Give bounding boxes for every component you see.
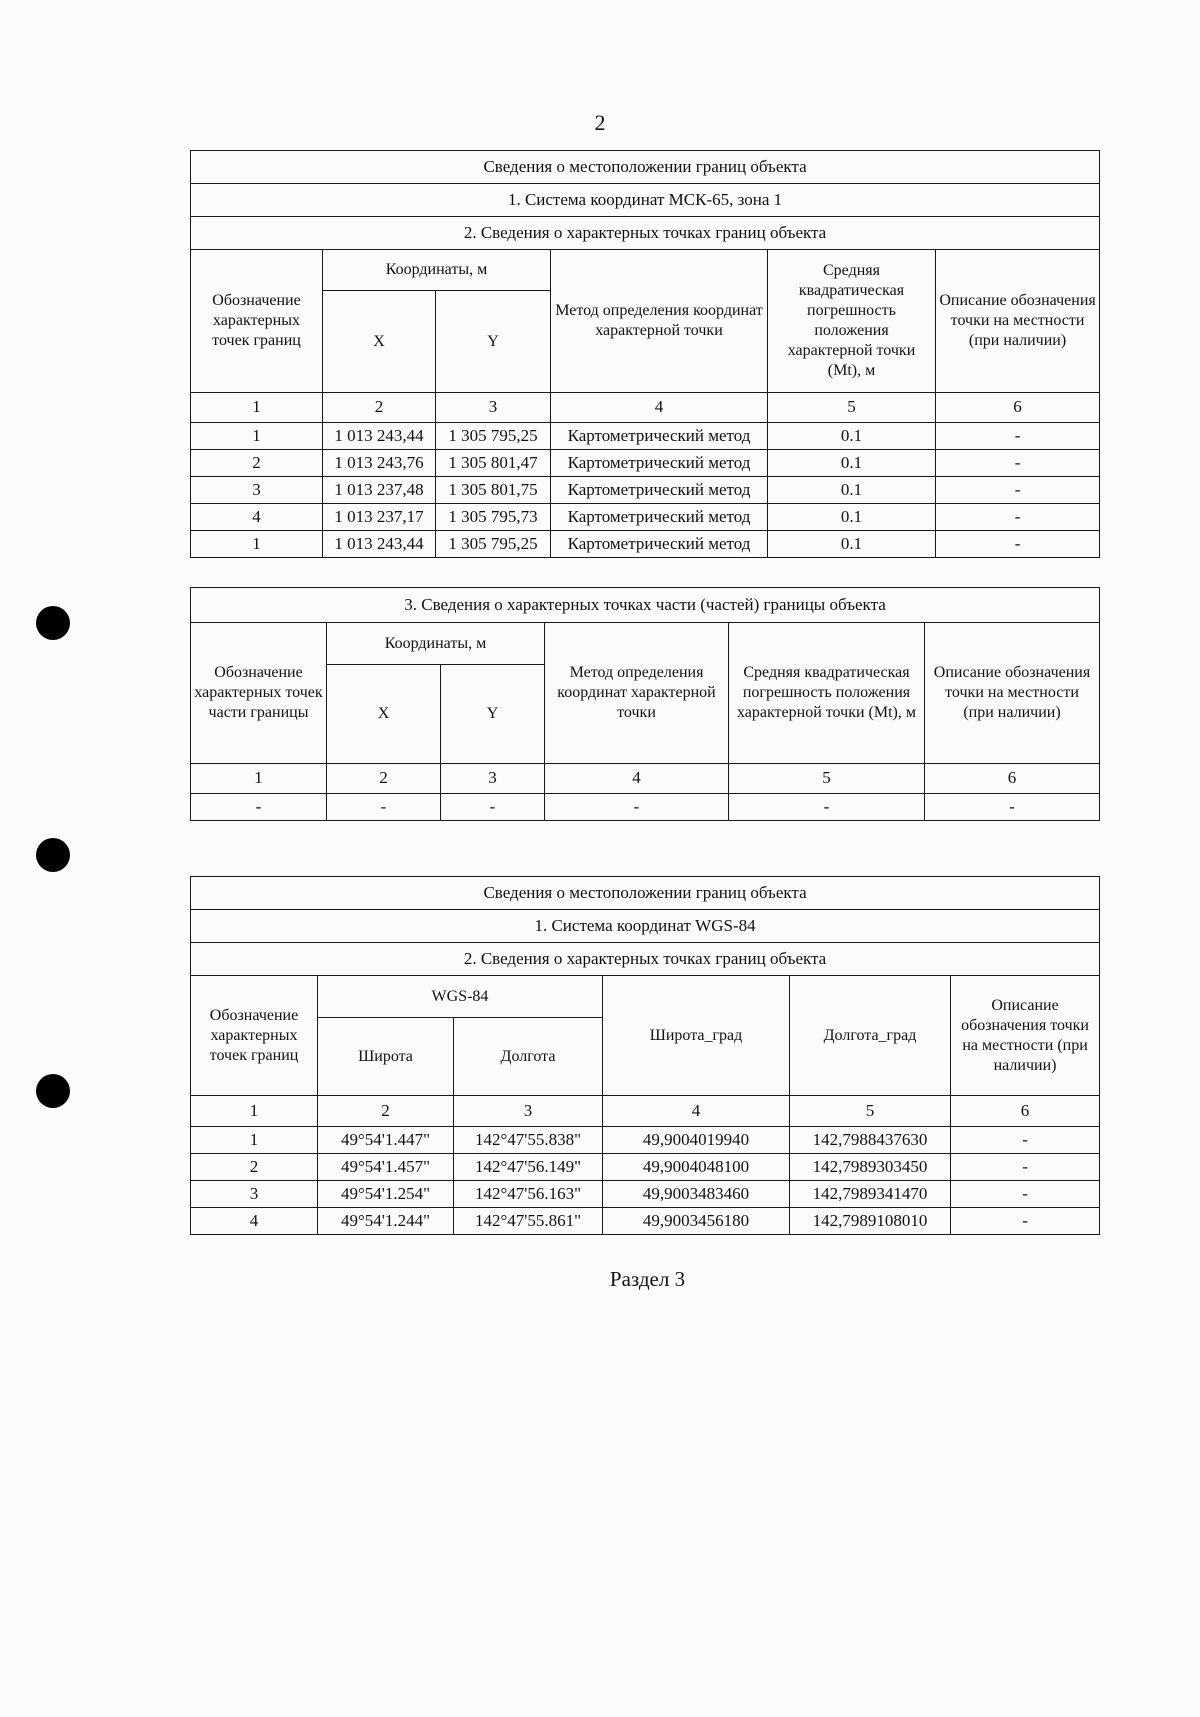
column-number: 4 [603,1096,790,1127]
point-number: 2 [191,1154,318,1181]
coord-y: - [441,794,545,821]
method: Картометрический метод [551,423,768,450]
coordinate-system: 1. Система координат МСК-65, зона 1 [191,184,1100,217]
description: - [936,450,1100,477]
punch-hole [36,838,70,872]
column-number: 1 [191,393,323,423]
table-row [191,531,1100,558]
latitude: 49°54'1.254" [318,1181,454,1208]
table-row [191,477,1100,504]
table-wgs84 [190,876,1100,1235]
column-number: 6 [936,393,1100,423]
header-x: X [323,291,436,393]
table-row [191,1154,1100,1181]
coordinate-system: 1. Система координат WGS-84 [191,910,1100,943]
column-number: 5 [790,1096,951,1127]
column-number: 3 [441,764,545,794]
column-number: 5 [768,393,936,423]
error-value: 0.1 [768,504,936,531]
longitude-degrees: 142,7989341470 [790,1181,951,1208]
point-number: 1 [191,531,323,558]
point-number: 4 [191,1208,318,1235]
description: - [951,1154,1100,1181]
point-number: 1 [191,423,323,450]
coord-x: 1 013 243,44 [323,531,436,558]
description: - [951,1181,1100,1208]
table-title: Сведения о местоположении границ объекта [191,151,1100,184]
header-error: Средняя квадратическая погрешность положения характерной точки (Mt), м [729,623,925,764]
coord-y: 1 305 795,25 [436,531,551,558]
header-x: X [327,665,441,764]
header-longitude-degrees: Долгота_град [790,976,951,1096]
error-value: - [729,794,925,821]
column-number: 3 [436,393,551,423]
coord-y: 1 305 795,73 [436,504,551,531]
header-y: Y [436,291,551,393]
latitude: 49°54'1.244" [318,1208,454,1235]
header-error: Средняя квадратическая погрешность положения характерной точки (Mt), м [768,250,936,393]
header-designation: Обозначение характерных точек границ [191,976,318,1096]
longitude-degrees: 142,7989108010 [790,1208,951,1235]
column-number: 3 [454,1096,603,1127]
latitude-degrees: 49,9003483460 [603,1181,790,1208]
punch-hole [36,606,70,640]
latitude: 49°54'1.447" [318,1127,454,1154]
coord-x: 1 013 237,17 [323,504,436,531]
longitude: 142°47'55.838" [454,1127,603,1154]
coord-x: 1 013 243,76 [323,450,436,477]
page-number: 2 [594,110,606,135]
longitude: 142°47'56.163" [454,1181,603,1208]
header-designation: Обозначение характерных точек части границы [191,623,327,764]
column-number: 1 [191,764,327,794]
header-latitude: Широта [318,1018,454,1096]
method: Картометрический метод [551,531,768,558]
table-msk65 [190,150,1100,558]
description: - [936,423,1100,450]
column-number: 4 [545,764,729,794]
method: - [545,794,729,821]
coord-y: 1 305 795,25 [436,423,551,450]
column-number: 2 [323,393,436,423]
method: Картометрический метод [551,450,768,477]
longitude: 142°47'56.149" [454,1154,603,1181]
coord-x: 1 013 243,44 [323,423,436,450]
punch-hole [36,1074,70,1108]
error-value: 0.1 [768,477,936,504]
description: - [936,504,1100,531]
table-row [191,504,1100,531]
latitude-degrees: 49,9004019940 [603,1127,790,1154]
header-y: Y [441,665,545,764]
header-description: Описание обозначения точки на местности (при наличии) [925,623,1100,764]
error-value: 0.1 [768,531,936,558]
header-wgs84: WGS-84 [318,976,603,1018]
table-title: Сведения о местоположении границ объекта [191,877,1100,910]
table-row [191,423,1100,450]
table-row [191,794,1100,821]
description: - [951,1208,1100,1235]
header-description: Описание обозначения точки на местности (при наличии) [951,976,1100,1096]
longitude: 142°47'55.861" [454,1208,603,1235]
table-row [191,450,1100,477]
description: - [951,1127,1100,1154]
section-footer: Раздел 3 [609,1267,686,1291]
description: - [936,477,1100,504]
header-coordinates: Координаты, м [327,623,545,665]
point-number: 4 [191,504,323,531]
header-method: Метод определения координат характерной точки [545,623,729,764]
table-row [191,1127,1100,1154]
header-method: Метод определения координат характерной точки [551,250,768,393]
coord-x: - [327,794,441,821]
column-number: 1 [191,1096,318,1127]
latitude-degrees: 49,9003456180 [603,1208,790,1235]
longitude-degrees: 142,7988437630 [790,1127,951,1154]
coord-y: 1 305 801,75 [436,477,551,504]
description: - [936,531,1100,558]
latitude: 49°54'1.457" [318,1154,454,1181]
description: - [925,794,1100,821]
header-coordinates: Координаты, м [323,250,551,291]
section-title: 3. Сведения о характерных точках части (частей) границы объекта [191,588,1100,623]
column-number: 2 [327,764,441,794]
error-value: 0.1 [768,423,936,450]
table-part-boundary [190,587,1100,821]
column-number: 4 [551,393,768,423]
header-latitude-degrees: Широта_град [603,976,790,1096]
error-value: 0.1 [768,450,936,477]
coord-x: 1 013 237,48 [323,477,436,504]
point-number: 1 [191,1127,318,1154]
header-longitude: Долгота [454,1018,603,1096]
header-description: Описание обозначения точки на местности (при наличии) [936,250,1100,393]
column-number: 6 [925,764,1100,794]
point-number: - [191,794,327,821]
section-title: 2. Сведения о характерных точках границ объекта [191,217,1100,250]
column-number: 6 [951,1096,1100,1127]
point-number: 3 [191,477,323,504]
method: Картометрический метод [551,504,768,531]
point-number: 2 [191,450,323,477]
coord-y: 1 305 801,47 [436,450,551,477]
longitude-degrees: 142,7989303450 [790,1154,951,1181]
section-title: 2. Сведения о характерных точках границ объекта [191,943,1100,976]
latitude-degrees: 49,9004048100 [603,1154,790,1181]
column-number: 2 [318,1096,454,1127]
table-row [191,1208,1100,1235]
table-row [191,1181,1100,1208]
header-designation: Обозначение характерных точек границ [191,250,323,393]
point-number: 3 [191,1181,318,1208]
column-number: 5 [729,764,925,794]
method: Картометрический метод [551,477,768,504]
